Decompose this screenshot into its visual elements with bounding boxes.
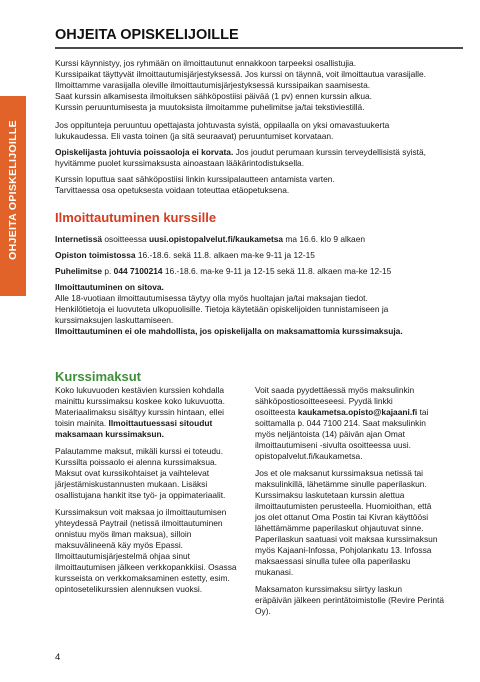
fees-text: mainittu kurssimaksu koskee koko lukuvuotta.: [55, 396, 225, 406]
internet-label: Internetissä: [55, 234, 103, 244]
office-rest: 16.-18.6. sekä 11.8. alkaen ma-ke 9-11 ja 12-15: [135, 250, 315, 260]
registration-office: [55, 250, 315, 261]
registration-internet: [55, 234, 365, 245]
fees-left-column: [55, 385, 250, 601]
title-divider: [55, 47, 463, 49]
fees-text: myös neljäntoista (14) päivän ajan Omat: [255, 429, 405, 439]
internet-mid: osoitteessa: [102, 234, 150, 244]
fees-text: yhteydessä Paytrail (netissä ilmoittautuminen: [55, 518, 223, 528]
fees-text: eräpäivän jälkeen perintätoimistolle (Revire Perintä: [255, 595, 444, 605]
office-label: Opiston toimistossa: [55, 250, 136, 260]
fees-text: Kurssimaksun voit maksaa jo ilmoittautumisen: [55, 507, 227, 517]
fees-text: järjestämiskustannusten mukaan. Lisäksi: [55, 479, 208, 489]
binding-heading: Ilmoittautuminen on sitova.: [55, 282, 164, 292]
fees-text: opintosetelikurssien alennuksen vuoksi.: [55, 584, 203, 594]
intro-paragraph: [55, 58, 463, 113]
intro-line: Saat kurssin alkamisesta ilmoituksen sähköpostiisi päivää (1 pv) ennen kurssin alkua.: [55, 91, 373, 101]
fees-right-p3: [255, 584, 463, 617]
fees-text: myös Kajaani-Infossa, Pohjolankatu 13. Infossa: [255, 545, 432, 555]
fees-text: toisin mainita.: [55, 418, 107, 428]
fees-right-p2: [255, 468, 463, 578]
fees-text: maksuvälineenä käy myös Epassi.: [55, 540, 184, 550]
absence-bold: Opiskelijasta johtuvia poissaoloja ei korvata.: [55, 147, 234, 157]
fees-text: mukanasi.: [255, 567, 294, 577]
fees-text: Kurssimaksu laskutetaan kurssin alettua: [255, 490, 405, 500]
fees-text: ilmoittautumiseni -sivulta osoitteessa uusi.: [255, 440, 411, 450]
fees-text: ilmoittautumisen jälkeen verkkopankkiisi. Osassa: [55, 562, 237, 572]
absence-line: hyvitämme puolet kurssimaksusta ainoastaan lääkärintodistuksella.: [55, 158, 305, 168]
binding-paragraph: [55, 282, 463, 337]
fees-text: Maksamaton kurssimaksu siirtyy laskun: [255, 584, 403, 594]
internet-url: uusi.opistopalvelut.fi/kaukametsa: [149, 234, 284, 244]
intro-line: Kurssipaikat täyttyvät ilmoittautumisjärjestyksessä. Jos kurssi on täynnä, voit ilmoittautua varasijalle.: [55, 69, 426, 79]
fees-text: osoitteesta: [255, 407, 298, 417]
fees-text: onnistuu myös ilman maksua), silloin: [55, 529, 192, 539]
fees-text: maksaessasi sinulla tulee olla paperilasku: [255, 556, 411, 566]
end-line: Kurssin loputtua saat sähköpostiisi linkin kurssipalautteen antamista varten.: [55, 174, 335, 184]
fees-text: lähettämämme paperilaskut ohjautuvat sinne.: [255, 523, 424, 533]
registration-heading: Ilmoittautuminen kurssille: [55, 210, 217, 225]
fees-text: opistopalvelut.fi/kaukametsa.: [255, 451, 363, 461]
fees-text: tai: [417, 407, 429, 417]
phone-rest-a: p.: [102, 266, 114, 276]
cancel-line: Jos oppitunteja peruuntuu opettajasta johtuvasta syistä, oppilaalla on yksi omavastuukerta: [55, 120, 390, 130]
fees-right-column: [255, 385, 463, 623]
cancel-line: lukukaudessa. Eli vasta toinen (ja sitä seuraavat) peruuntumiset korvataan.: [55, 131, 334, 141]
page-title: OHJEITA OPISKELIJOILLE: [55, 27, 239, 43]
phone-rest-b: 16.-18.6. ma-ke 9-11 ja 12-15 sekä 11.8. alkaen ma-ke 12-15: [162, 266, 392, 276]
cancel-paragraph: [55, 120, 463, 142]
binding-line: Henkilötietoja ei luovuteta ulkopuolisille. Tietoja käytetään opiskelijoiden tunnistamiseen ja: [55, 304, 389, 314]
contact-email: kaukametsa.opisto@kajaani.fi: [297, 407, 418, 417]
fees-left-p3: [55, 507, 250, 595]
fees-text: Palautamme maksut, mikäli kurssi ei toteudu.: [55, 446, 224, 456]
fees-bold: maksamaan kurssimaksun.: [55, 429, 164, 439]
fees-text: Koko lukuvuoden kestävien kurssien kohdalla: [55, 385, 225, 395]
fees-text: Maksut ovat kurssikohtaiset ja vaihtelevat: [55, 468, 210, 478]
fees-text: Paperilaskun saatuasi voit maksaa kurssimaksun: [255, 534, 438, 544]
side-tab-label: OHJEITA OPISKELIJOILLE: [7, 120, 19, 260]
phone-number: 044 7100214: [113, 266, 163, 276]
fees-text: Jos et ole maksanut kurssimaksua netissä tai: [255, 468, 424, 478]
end-line: Tarvittaessa osa opetuksesta voidaan toteuttaa etäopetuksena.: [55, 185, 290, 195]
fees-text: osallistujana hankit itse työ- ja oppimateriaalit.: [55, 490, 226, 500]
intro-line: Kurssin peruuntumisesta ja muutoksista ilmoitamme puhelimitse ja/tai tekstiviestillä.: [55, 102, 365, 112]
fees-text: ilmoittautumisten perusteella. Huomioithan, että: [255, 501, 432, 511]
fees-text: maksulinkillä, lähetämme sinulle paperilaskun.: [255, 479, 427, 489]
intro-line: Ilmoittamme varasijalla oleville ilmoittautumisjärjestyksessä kurssipaikan saamisesta.: [55, 80, 371, 90]
binding-line: Alle 18-vuotiaan ilmoittautumisessa täytyy olla myös huoltajan ja/tai maksajan tiedot.: [55, 293, 368, 303]
fees-text: sähköpostiosoitteeseesi. Pyydä linkki: [255, 396, 393, 406]
fees-text: kursseista on verkkomaksaminen estetty, esim.: [55, 573, 230, 583]
fees-text: Kurssilta poissaolo ei alenna kurssimaksua.: [55, 457, 217, 467]
binding-line: kurssimaksujen laskuttamiseen.: [55, 315, 174, 325]
no-registration-note: Ilmoittautuminen ei ole mahdollista, jos opiskelijalla on maksamattomia kurssimaksuja.: [55, 326, 403, 336]
fees-bold: Ilmoittautuessasi sitoudut: [106, 418, 213, 428]
internet-rest: ma 16.6. klo 9 alkaen: [283, 234, 366, 244]
registration-phone: [55, 266, 391, 277]
absence-text: Jos joudut perumaan kurssin terveydellisistä syistä,: [233, 147, 426, 157]
intro-line: Kurssi käynnistyy, jos ryhmään on ilmoittautunut ennakkoon tarpeeksi osallistujia.: [55, 58, 357, 68]
fees-left-p1: [55, 385, 250, 440]
fees-text: Voit saada pyydettäessä myös maksulinkin: [255, 385, 415, 395]
fees-heading: Kurssimaksut: [55, 369, 141, 384]
phone-label: Puhelimitse: [55, 266, 103, 276]
fees-text: Oy).: [255, 606, 271, 616]
end-paragraph: [55, 174, 463, 196]
absence-paragraph: [55, 147, 463, 169]
fees-text: Ilmoittautumisjärjestelmä ohjaa sinut: [55, 551, 190, 561]
fees-right-p1: [255, 385, 463, 462]
page-number: 4: [55, 652, 61, 663]
fees-text: soittamalla p. 044 7100 214. Saat maksulinkin: [255, 418, 426, 428]
fees-left-p2: [55, 446, 250, 501]
fees-text: jos olet ottanut Oma Postin tai Kivran käyttöösi: [255, 512, 429, 522]
fees-text: Materiaalimaksu sisältyy kurssin hintaan, ellei: [55, 407, 224, 417]
